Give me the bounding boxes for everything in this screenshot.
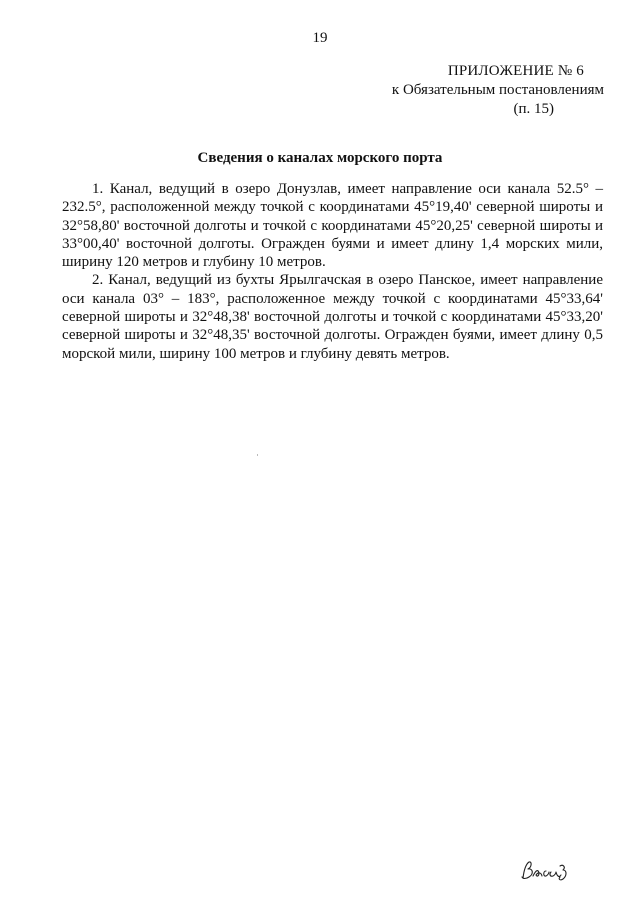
document-body (62, 180, 603, 363)
scan-artifact (257, 454, 258, 456)
page-number: 19 (312, 30, 328, 46)
appendix-reference: (п. 15) (513, 101, 554, 117)
paragraph-channel-2: 2. Канал, ведущий из бухты Ярылгачская в озеро Панское, имеет направление оси канала 03° – 183°, расположенное между точкой с координатами 45°33,64' северной широты и 32°48,38' восточной долготы и точкой с координатами 45°33,20' северной широты и 32°48,35' восточной долготы. Огражден буями, имеет длину 0,5 морской мили, ширину 100 метров и глубину девять метров. (62, 272, 603, 362)
document-title: Сведения о каналах морского порта (197, 150, 443, 166)
handwritten-signature (520, 858, 570, 884)
paragraph-channel-1: 1. Канал, ведущий в озеро Донузлав, имеет направление оси канала 52.5° – 232.5°, расположенной между точкой с координатами 45°19,40' северной широты и 32°58,80' восточной долготы и точкой с координатами 45°20,25' северной широты и 33°00,40' восточной долготы. Огражден буями и имеет длину 1,4 морских мили, ширину 120 метров и глубину 10 метров. (62, 181, 603, 271)
appendix-subtitle: к Обязательным постановлениям (391, 82, 604, 98)
appendix-title: ПРИЛОЖЕНИЕ № 6 (447, 63, 584, 79)
appendix-header (344, 62, 604, 119)
